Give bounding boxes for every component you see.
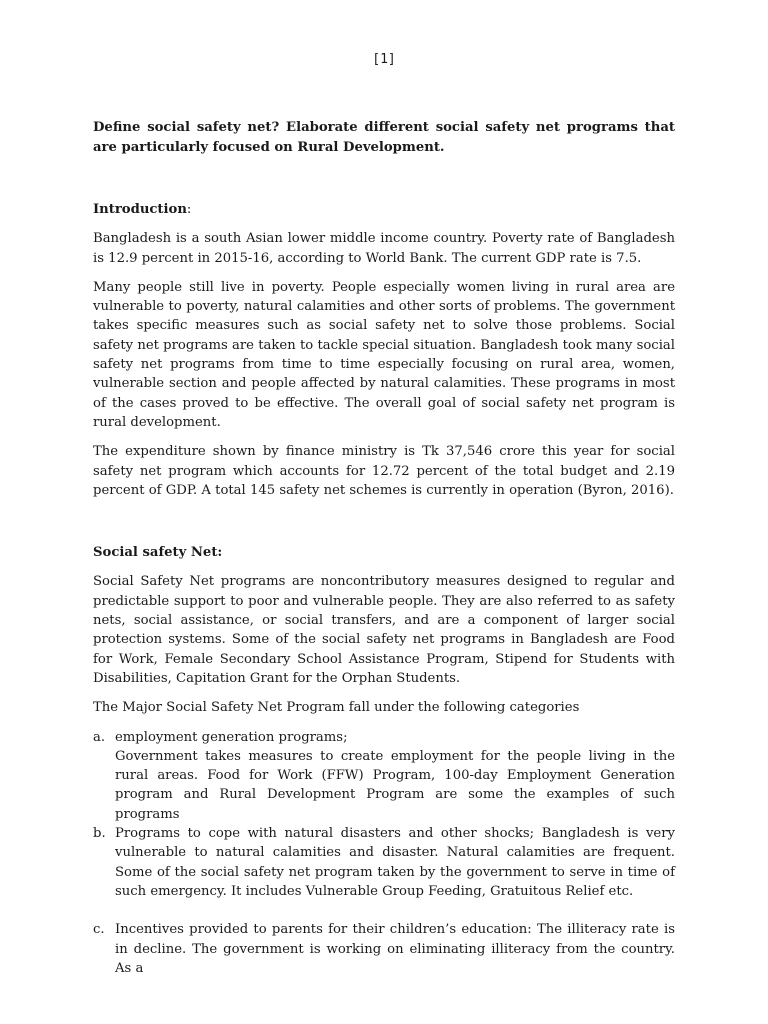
page-number: [1]: [372, 52, 396, 67]
list-item: [93, 728, 675, 824]
list-item-title: employment generation programs;: [115, 729, 348, 745]
safety-net-paragraph-1: Social Safety Net programs are noncontributory measures designed to regular and predictable support to poor and vulnerable people. They are also referred to as safety nets, social assistance, or social transfers, and are a component of larger social protection systems. Some of the social safety net programs in Bangladesh are Food for Work, Female Secondary School Assistance Program, Stipend for Students with Disabilities, Capitation Grant for the Orphan Students.: [93, 574, 675, 686]
list-item: [93, 920, 675, 978]
introduction-paragraph-1: Bangladesh is a south Asian lower middle income country. Poverty rate of Bangladesh is 12.9 percent in 2015-16, according to World Bank. The current GDP rate is 7.5.: [93, 231, 675, 266]
category-list: [93, 728, 675, 979]
introduction-heading-text: Introduction: [93, 202, 187, 217]
list-marker: b.: [93, 826, 106, 842]
question-heading: Define social safety net? Elaborate different social safety net programs that are particularly focused on Rural Development.: [93, 120, 675, 155]
list-marker: c.: [93, 922, 105, 938]
introduction-paragraph-3: The expenditure shown by finance ministry is Tk 37,546 crore this year for social safety net program which accounts for 12.72 percent of the total budget and 2.19 percent of GDP. A total 145 safety net schemes is currently in operation (Byron, 2016).: [93, 444, 675, 498]
introduction-heading-colon: :: [186, 202, 192, 217]
introduction-paragraph-2: Many people still live in poverty. People especially women living in rural area are vulnerable to poverty, natural calamities and other sorts of problems. The government takes specific measures such as social safety net to solve those problems. Social safety net programs are taken to tackle special situation. Bangladesh took many social safety net programs from time to time especially focusing on rural area, women, vulnerable section and people affected by natural calamities. These programs in most of the cases proved to be effective. The overall goal of social safety net program is rural development.: [93, 279, 675, 430]
list-item-text: Government takes measures to create employment for the people living in the rural areas. Food for Work (FFW) Program, 100-day Employment Generation program and Rural Development Program are some the examples of such programs: [115, 748, 675, 822]
document-body: [93, 118, 675, 978]
introduction-heading: [93, 200, 675, 219]
list-item: [93, 824, 675, 901]
list-item-text: Incentives provided to parents for their children’s education: The illiteracy rate is in decline. The government is working on eliminating illiteracy from the country. As a: [115, 922, 675, 976]
safety-net-heading: Social safety Net:: [93, 545, 223, 561]
list-item-text: Programs to cope with natural disasters and other shocks; Bangladesh is very vulnerable to natural calamities and disaster. Natural calamities are frequent. Some of the social safety net program taken by the government to serve in time of such emergency. It includes Vulnerable Group Feeding, Gratuitous Relief etc.: [115, 826, 675, 899]
safety-net-paragraph-2: The Major Social Safety Net Program fall under the following categories: [93, 700, 580, 716]
list-marker: a.: [93, 729, 106, 745]
